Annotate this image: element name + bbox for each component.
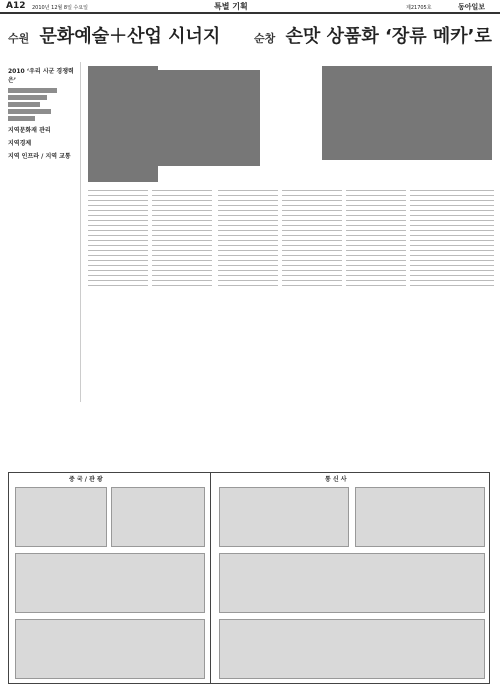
newspaper-brand: 동아일보 <box>458 3 486 11</box>
left-headline <box>8 22 220 48</box>
article-column <box>346 190 406 462</box>
chart-bar <box>8 88 57 93</box>
article-column <box>88 190 148 462</box>
sidebar-item-3: 지역 인프라 / 지역 교통 <box>8 153 71 160</box>
photo-center <box>140 70 260 166</box>
article-column <box>410 190 494 462</box>
chart-bar <box>8 95 47 100</box>
ad-left-panel <box>9 473 211 683</box>
article-column <box>282 190 342 462</box>
ad-block <box>219 553 485 613</box>
ad-right-panel <box>215 473 489 683</box>
left-headline-text: 문화예술＋산업 시너지 <box>39 26 221 47</box>
ad-left-title: 중 국 / 관 광 <box>69 476 103 483</box>
ad-block <box>15 553 205 613</box>
section-title: 특별 기획 <box>214 2 248 11</box>
left-region-tag: 수원 <box>8 32 30 45</box>
ad-right-title: 통 신 사 <box>325 476 347 483</box>
chart-bar <box>8 102 40 107</box>
ad-block <box>111 487 205 547</box>
ad-block <box>219 619 485 679</box>
header-bar <box>0 0 500 14</box>
sidebar-item-1: 지역문화재 관리 <box>8 127 51 134</box>
left-sidebar <box>6 62 81 402</box>
sidebar-item-2: 지역경제 <box>8 140 32 147</box>
ad-block <box>355 487 485 547</box>
page-number: A12 <box>6 1 26 11</box>
advertisement-area <box>8 472 490 684</box>
chart-bar <box>8 109 51 114</box>
ad-block <box>15 619 205 679</box>
article-column <box>218 190 278 462</box>
article-column <box>152 190 212 462</box>
sidebar-title: 2010 ‘우리 시군 경쟁력은’ <box>8 68 74 84</box>
photo-right <box>322 66 492 160</box>
right-headline-text: 손맛 상품화 ‘장류 메카’로 <box>285 26 492 47</box>
right-region-tag: 순창 <box>254 32 276 45</box>
chart-bar <box>8 116 35 121</box>
sidebar-chart <box>8 88 78 121</box>
issue-date: 2010년 12월 8일 수요일 <box>32 5 89 11</box>
right-headline <box>254 22 492 48</box>
ad-block <box>219 487 349 547</box>
paper-number: 제21705호 <box>406 5 432 11</box>
ad-block <box>15 487 107 547</box>
